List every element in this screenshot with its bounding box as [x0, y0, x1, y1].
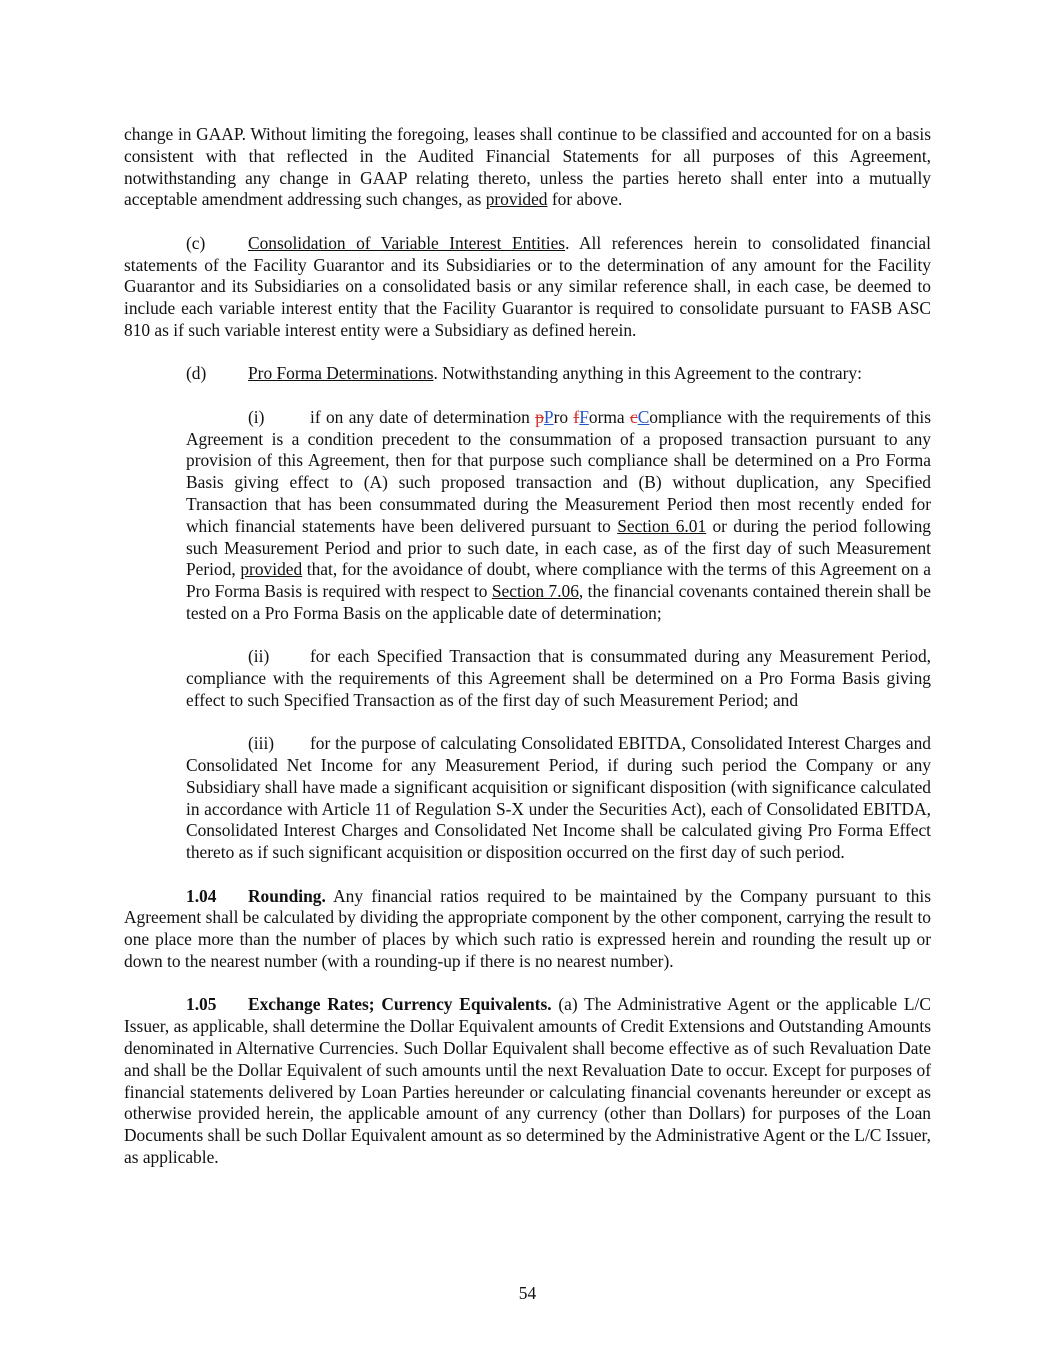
section-1-04: 1.04 Rounding. Any financial ratios required to be maintained by the Company pursuant to this Agreement shall be calculated by dividing the appropriate component by the other component, carrying the result to one place more than the number of places by which such ratio is expressed herein and rounding the result up or down to the nearest number (with a rounding-up if there is no nearest number).	[124, 885, 931, 972]
paragraph-d: (d) Pro Forma Determinations. Notwithstanding anything in this Agreement to the contrary:	[186, 363, 862, 384]
section-number: 1.05	[186, 994, 217, 1015]
section-reference: Section 6.01	[617, 515, 707, 536]
section-title: Rounding.	[248, 885, 326, 906]
inserted-text: F	[579, 406, 589, 427]
section-title: Exchange Rates; Currency Equivalents.	[248, 994, 552, 1015]
subparagraph-iii: (iii) for the purpose of calculating Consolidated EBITDA, Consolidated Interest Charges and Consolidated Net Income for any Measurement Period, if during such period the Company or any Subsidiary shall have made a significant acquisition or significant disposition (with significance calculated in accordance with Article 11 of Regulation S-X under the Securities Act), each of Consolidated EBITDA, Consolidated Interest Charges and Consolidated Net Income shall be calculated giving Pro Forma Effect thereto as if such significant acquisition or disposition occurred on the first day of such period.	[186, 733, 931, 863]
provided-term: provided	[485, 189, 548, 210]
page-number: 54	[518, 1283, 537, 1303]
paragraph-intro: change in GAAP. Without limiting the foregoing, leases shall continue to be classified and accounted for on a basis consistent with that reflected in the Audited Financial Statements for all purposes of this Agreement, notwithstanding any change in GAAP relating thereto, unless the parties hereto shall enter into a mutually acceptable amendment addressing such changes, as provided for above.	[124, 124, 931, 210]
section-1-05: 1.05 Exchange Rates; Currency Equivalents. (a) The Administrative Agent or the applicable L/C Issuer, as applicable, shall determine the Dollar Equivalent amounts of Credit Extensions and Outstanding Amounts denominated in Alternative Currencies. Such Dollar Equivalent shall become effective as of such Revaluation Date and shall be the Dollar Equivalent of such amounts until the next Revaluation Date to occur. Except for purposes of financial statements delivered by Loan Parties hereunder or calculating financial covenants hereunder or except as otherwise provided herein, the applicable amount of any currency (other than Dollars) for purposes of the Loan Documents shall be such Dollar Equivalent amount as so determined by the Administrative Agent or the L/C Issuer, as applicable.	[124, 994, 931, 1168]
deleted-text: f	[573, 406, 580, 427]
subclause-label: (iii)	[248, 733, 275, 754]
inserted-text: C	[637, 406, 650, 427]
provided-term: provided	[240, 559, 303, 580]
clause-label: (d)	[186, 363, 207, 384]
subparagraph-i: (i) if on any date of determination pPro fForma cCompliance with the requirements of this Agreement is a condition precedent to the consummation of a proposed transaction pursuant to any provision of this Agreement, then for that purpose such compliance shall be determined on a Pro Forma Basis giving effect to (A) such proposed transaction and (B) without duplication, any Specified Transaction that has been consummated during the Measurement Period then most recently ended for which financial statements have been delivered pursuant to Section 6.01 or during the period following such Measurement Period and prior to such date, in each case, as of the first day of such Measurement Period, provided that, for the avoidance of doubt, where compliance with the terms of this Agreement on a Pro Forma Basis is required with respect to Section 7.06, the financial covenants contained therein shall be tested on a Pro Forma Basis on the applicable date of determination;	[186, 406, 932, 623]
paragraph-c: (c) Consolidation of Variable Interest Entities. All references herein to consolidated financial statements of the Facility Guarantor and its Subsidiaries or to the determination of any amount for the Facility Guarantor and its Subsidiaries on a consolidated basis or any similar reference shall, in each case, be deemed to include each variable interest entity that the Facility Guarantor is required to consolidate pursuant to FASB ASC 810 as if such variable interest entity were a Subsidiary as defined herein.	[124, 232, 931, 340]
clause-heading: Consolidation of Variable Interest Entities	[248, 232, 566, 253]
deleted-text: c	[629, 406, 638, 427]
clause-label: (c)	[186, 232, 206, 253]
clause-heading: Pro Forma Determinations	[248, 363, 434, 384]
subclause-label: (i)	[248, 406, 265, 427]
section-number: 1.04	[186, 885, 217, 906]
deleted-text: p	[535, 406, 544, 427]
section-reference: Section 7.06	[491, 581, 579, 602]
subclause-label: (ii)	[248, 646, 270, 667]
document-page	[124, 124, 931, 1190]
subparagraph-ii: (ii) for each Specified Transaction that is consummated during any Measurement Period, compliance with the requirements of this Agreement shall be determined on a Pro Forma Basis giving effect to such Specified Transaction as of the first day of such Measurement Period; and	[186, 646, 931, 710]
inserted-text: P	[543, 406, 554, 427]
